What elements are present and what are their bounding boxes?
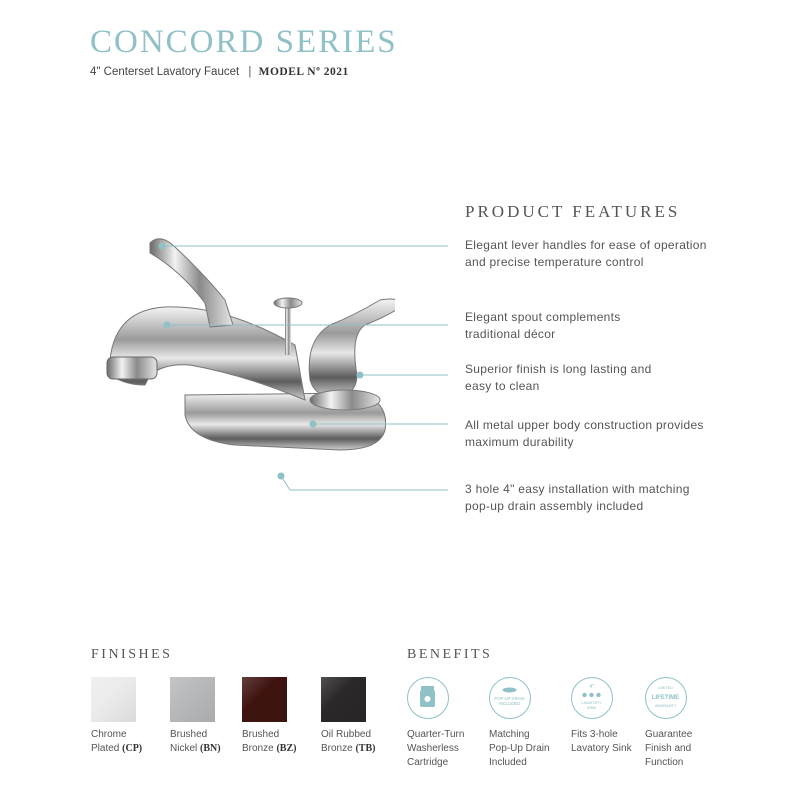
cartridge-icon bbox=[407, 677, 449, 719]
lifetime-warranty-icon bbox=[645, 677, 687, 719]
warranty-badge-line1: LIFETIME bbox=[651, 695, 680, 701]
product-subtitle: 4" Centerset Lavatory Faucet bbox=[90, 66, 240, 78]
model-number: MODEL Nº 2021 bbox=[258, 66, 349, 78]
warranty-badge-line2: WARRANTY bbox=[654, 704, 677, 708]
faucet-spout bbox=[110, 307, 305, 400]
popup-drain-icon bbox=[489, 677, 531, 719]
feature-metal-body: All metal upper body construction provides maximum durability bbox=[465, 418, 704, 449]
feature-finish: Superior finish is long lasting and easy to clean bbox=[465, 362, 652, 393]
sink-badge-line2: SINK bbox=[586, 705, 597, 710]
finishes-heading: FINISHES bbox=[91, 647, 173, 662]
series-title: CONCORD SERIES bbox=[90, 24, 398, 60]
popup-knob bbox=[274, 298, 302, 308]
feature-lever-handles: Elegant lever handles for ease of operation and precise temperature control bbox=[465, 238, 707, 269]
feature-spout: Elegant spout complements traditional décor bbox=[465, 310, 621, 341]
warranty-badge-top: LIMITED bbox=[658, 686, 673, 690]
callout-line-install bbox=[281, 476, 448, 490]
swatch-oil-rubbed-bronze bbox=[321, 677, 366, 722]
benefits-heading: BENEFITS bbox=[407, 647, 493, 662]
popup-drain-badge-line1: POP-UP DRAIN bbox=[494, 696, 525, 701]
faucet-image bbox=[95, 225, 395, 455]
benefit-label-three-hole: Fits 3-hole Lavatory Sink bbox=[571, 729, 632, 754]
swatch-chrome bbox=[91, 677, 136, 722]
sink-badge-line1: LAVATORY bbox=[581, 700, 602, 705]
finish-label-chrome: Chrome Plated (CP) bbox=[91, 729, 143, 754]
three-hole-sink-icon bbox=[571, 677, 613, 719]
subtitle-row bbox=[90, 66, 349, 78]
finish-label-brushed-nickel: Brushed Nickel (BN) bbox=[170, 729, 221, 754]
features-heading: PRODUCT FEATURES bbox=[465, 202, 681, 221]
benefit-label-popup-drain: Matching Pop-Up Drain Included bbox=[489, 729, 550, 768]
finish-label-brushed-bronze: Brushed Bronze (BZ) bbox=[242, 729, 297, 754]
swatch-brushed-bronze bbox=[242, 677, 287, 722]
callout-dot-install bbox=[278, 473, 284, 479]
feature-installation: 3 hole 4" easy installation with matching pop-up drain assembly included bbox=[465, 482, 690, 513]
right-escutcheon bbox=[310, 390, 380, 410]
finish-label-oil-rubbed-bronze: Oil Rubbed Bronze (TB) bbox=[321, 729, 376, 754]
popup-drain-badge-line2: INCLUDED bbox=[498, 701, 521, 706]
benefit-label-cartridge: Quarter-Turn Washerless Cartridge bbox=[407, 729, 465, 768]
swatch-brushed-nickel bbox=[170, 677, 215, 722]
sink-badge-top: 4" bbox=[589, 684, 594, 690]
benefit-label-warranty: Guarantee Finish and Function bbox=[645, 729, 693, 768]
separator: | bbox=[248, 66, 252, 78]
right-lever-handle bbox=[309, 299, 395, 397]
faucet-aerator bbox=[107, 357, 157, 379]
popup-rod bbox=[285, 305, 291, 355]
